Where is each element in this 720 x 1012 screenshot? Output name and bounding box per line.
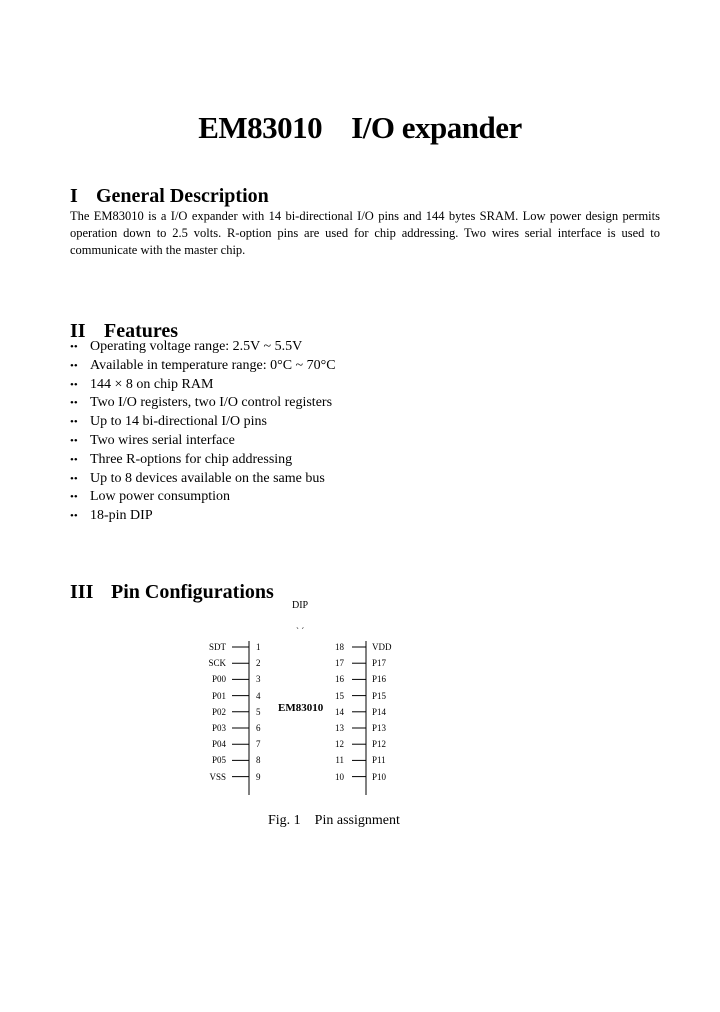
pin-name-right: P16	[372, 674, 387, 685]
pin-name-left: P02	[211, 706, 226, 717]
pin-number-left: 4	[256, 690, 261, 701]
pin-number-right: 18	[335, 642, 344, 652]
section-number: III	[70, 581, 94, 603]
pin-name-right: P15	[372, 690, 387, 701]
bullet-icon: ••	[70, 510, 78, 523]
pin-number-left: 1	[256, 642, 261, 652]
pin-name-right: P14	[372, 706, 387, 717]
pin-number-right: 10	[335, 771, 344, 782]
bullet-icon: ••	[70, 359, 78, 372]
pin-name-left: VSS	[209, 771, 226, 782]
pin-number-right: 14	[335, 706, 344, 717]
feature-text: Two wires serial interface	[90, 432, 235, 448]
pin-name-left: P03	[211, 723, 226, 733]
pin-name-right: P11	[372, 755, 386, 766]
feature-text: Up to 8 devices available on the same bus	[90, 470, 325, 486]
feature-text: Available in temperature range: 0°C ~ 70°C	[90, 357, 336, 373]
feature-text: 144 × 8 on chip RAM	[90, 376, 214, 392]
section-title: Pin Configurations	[111, 581, 274, 603]
general-description-paragraph: The EM83010 is a I/O expander with 14 bi-directional I/O pins and 144 bytes SRAM. Low power design permits operation down to 2.5 volts. R-option pins are used for chip addressing. Two wires serial interface is used to communicate with the master chip.	[70, 209, 660, 257]
pin-number-left: 8	[256, 755, 261, 766]
feature-text: 18-pin DIP	[90, 508, 153, 524]
bullet-icon: ••	[70, 378, 78, 391]
pin-name-left: P05	[211, 755, 226, 766]
section-title: General Description	[96, 185, 269, 207]
section-title: Features	[104, 320, 179, 342]
pin-name-right: P17	[372, 658, 387, 669]
feature-text: Two I/O registers, two I/O control registers	[90, 395, 333, 411]
feature-text: Operating voltage range: 2.5V ~ 5.5V	[90, 339, 303, 354]
document-title: EM83010 I/O expander	[198, 110, 522, 145]
feature-text: Low power consumption	[90, 489, 230, 505]
package-label: DIP	[292, 600, 309, 611]
pin-name-left: P01	[211, 690, 226, 701]
bullet-icon: ••	[70, 472, 78, 485]
pin-name-left: SDT	[208, 642, 226, 652]
bullet-icon: ••	[70, 434, 78, 447]
pin-number-right: 17	[335, 658, 344, 669]
pin-name-right: P12	[372, 739, 387, 750]
bullet-icon: ••	[70, 397, 78, 410]
pin-name-left: SCK	[208, 658, 226, 669]
pin-number-left: 9	[256, 771, 261, 782]
pin-number-right: 11	[335, 755, 344, 766]
section-number: II	[70, 320, 86, 342]
bullet-icon: ••	[70, 416, 78, 429]
figure-caption: Fig. 1 Pin assignment	[268, 813, 400, 828]
chip-name: EM83010	[278, 702, 324, 714]
pin-name-right: VDD	[372, 642, 392, 652]
notch-mark: ` ´	[296, 626, 305, 636]
pin-number-right: 16	[335, 674, 344, 685]
pin-number-left: 3	[256, 674, 261, 685]
pin-number-right: 13	[335, 723, 344, 733]
pin-number-right: 15	[335, 690, 344, 701]
pin-name-right: P13	[372, 723, 387, 733]
pin-number-right: 12	[335, 739, 344, 750]
bullet-icon: ••	[70, 453, 78, 466]
pin-number-left: 2	[256, 658, 261, 669]
pin-name-left: P00	[211, 674, 226, 685]
feature-text: Three R-options for chip addressing	[90, 451, 293, 467]
pin-number-left: 7	[256, 739, 261, 750]
section-number: I	[70, 185, 78, 207]
pin-number-left: 6	[256, 723, 261, 733]
feature-text: Up to 14 bi-directional I/O pins	[90, 414, 267, 430]
pin-number-left: 5	[256, 706, 261, 717]
bullet-icon: ••	[70, 341, 78, 353]
bullet-icon: ••	[70, 491, 78, 504]
pin-name-right: P10	[372, 771, 387, 782]
pin-name-left: P04	[211, 739, 226, 750]
